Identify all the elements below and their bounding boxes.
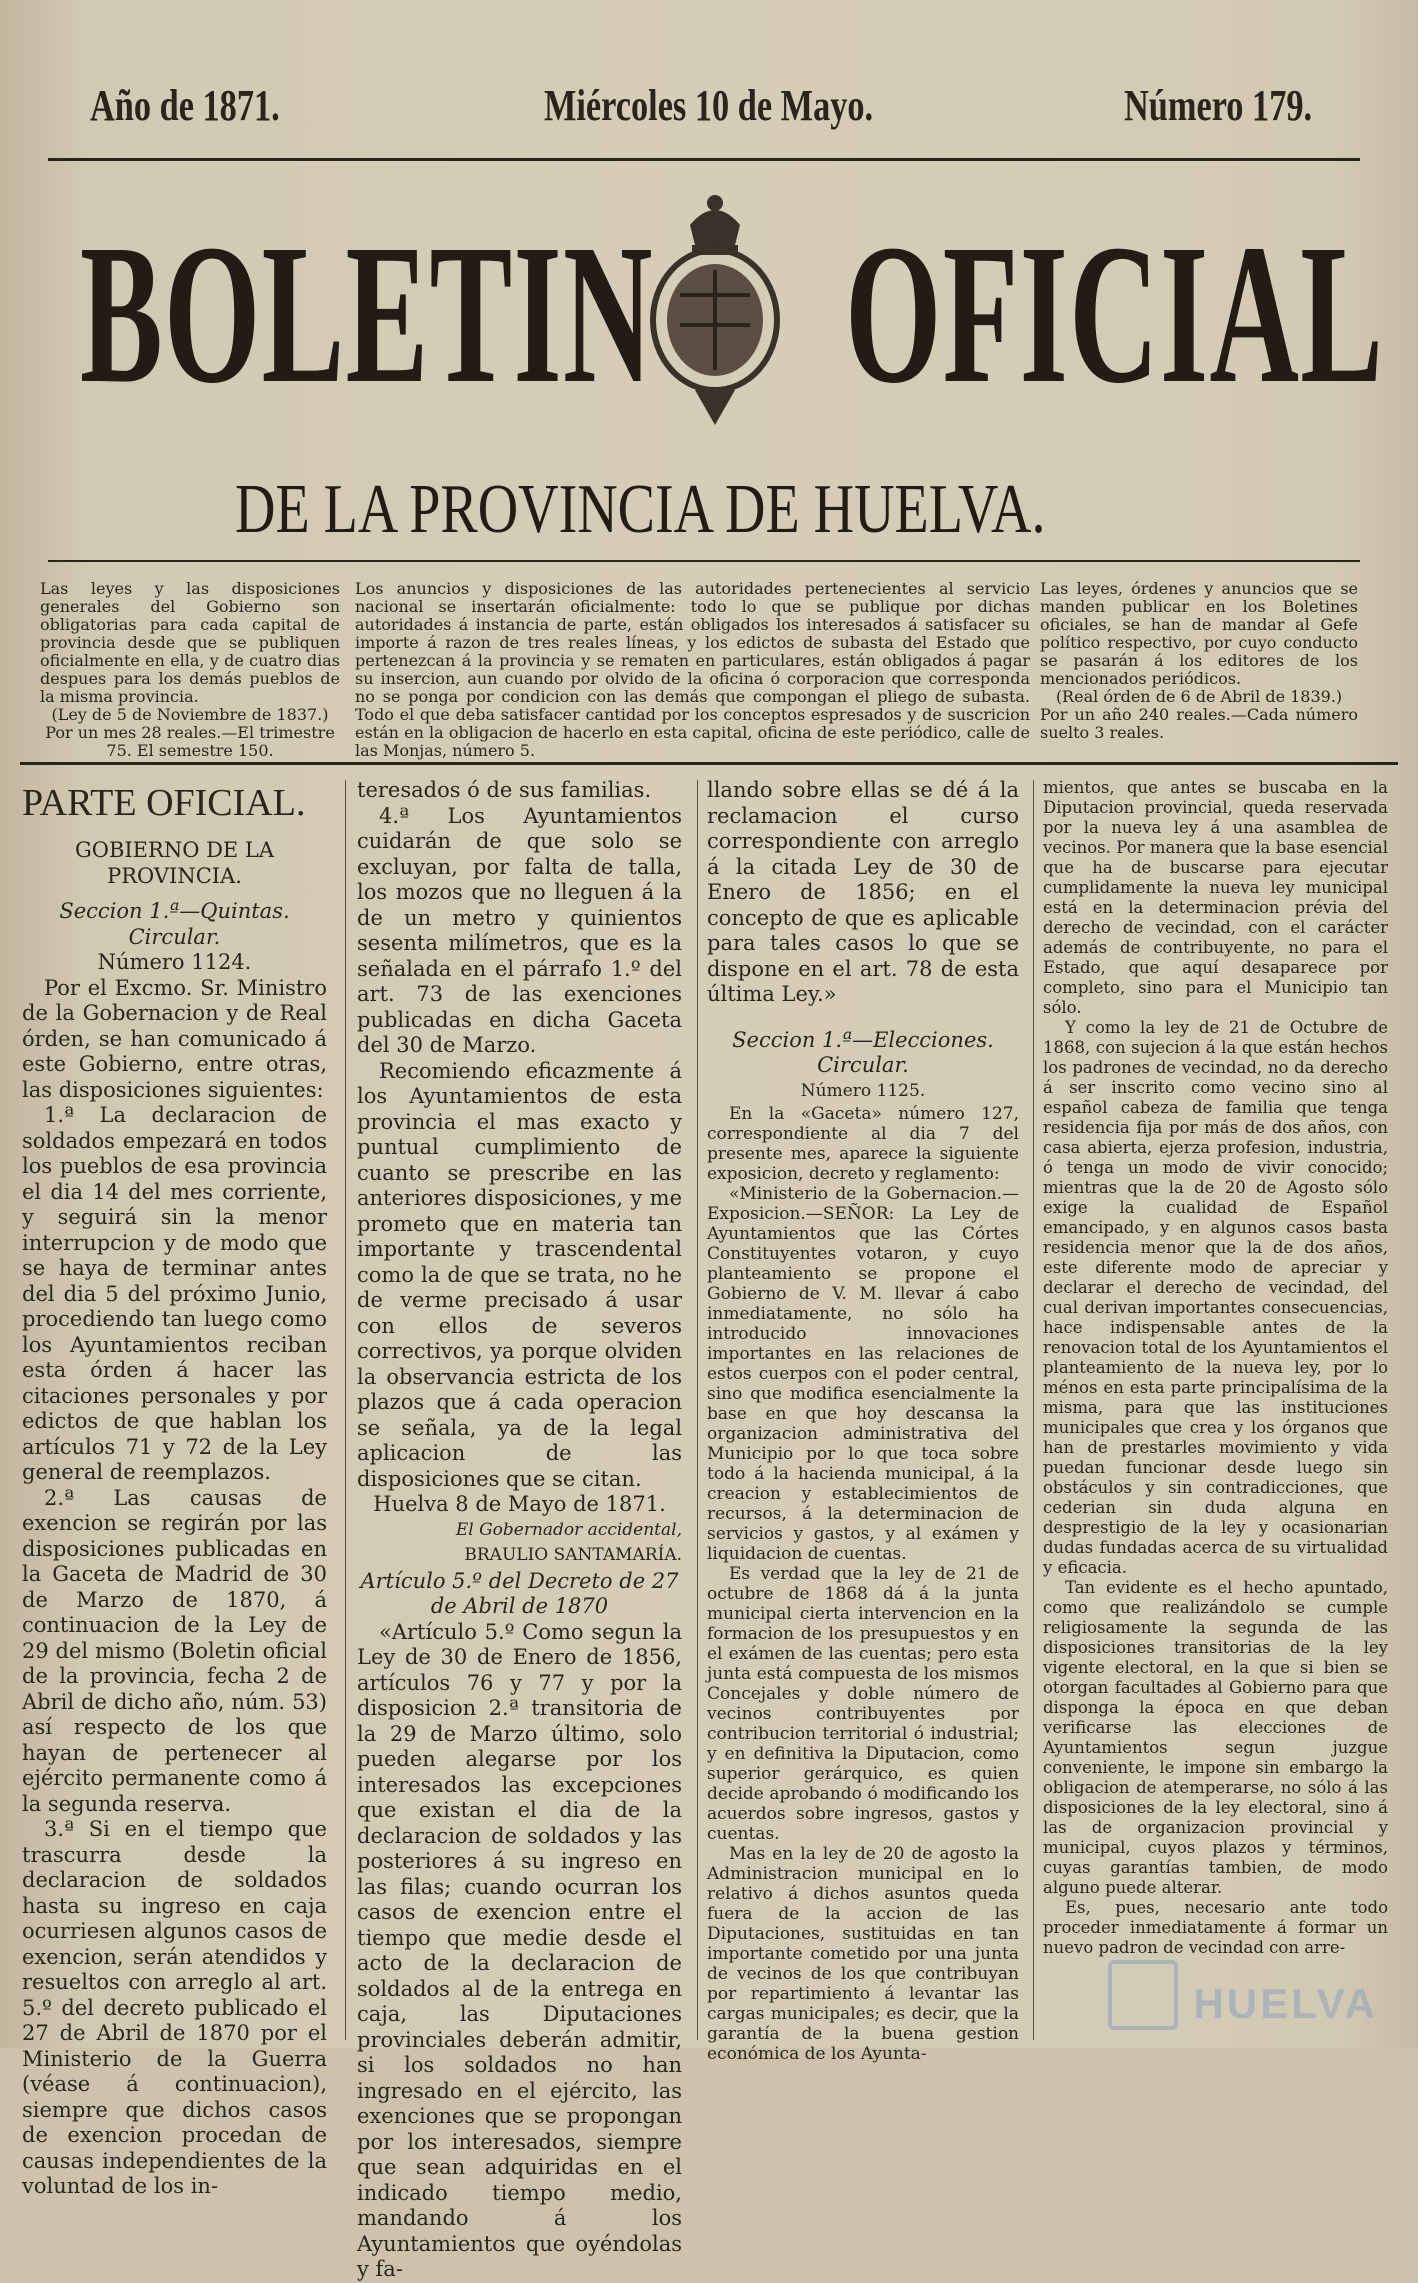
circular-label: Circular. [817, 1053, 909, 1077]
paragraph: Recomiendo eficazmente á los Ayuntamientos de esta provincia el mas exacto y puntual cumplimiento de cuanto se prescribe en las anteriores disposiciones, y me prometo que en materia tan importante y trascendental como la de que se trata, no he de verme precisado á usar con ellos de severos correctivos, ya porque olviden la observancia estricta de los plazos que á cada operacion se señala, ya de la legal aplicacion de las disposiciones que se citan. [357, 1058, 682, 1491]
notice-right [1040, 580, 1358, 742]
column-4 [1043, 778, 1388, 1958]
notice-right-price: Por un año 240 reales.—Cada número suelto 3 reales. [1040, 705, 1358, 742]
column-3 [707, 778, 1019, 2064]
paragraph: 3.ª Si en el tiempo que trascurra desde la declaracion de soldados hasta su ingreso en caja ocurriesen algunos casos de exencion, serán atendidos y resueltos con arreglo al art. 5.º del decreto publicado el 27 de Abril de 1870 por el Ministerio de la Guerra (véase á continuacion), siempre que dichos casos de exencion procedan de causas independientes de la voluntad de los in- [22, 1817, 327, 2198]
paragraph: Y como la ley de 21 de Octubre de 1868, con sujecion á la que están hechos los padrones de vecindad, no da derecho á ser inscrito como vecino sino al español cabeza de familia que tenga residencia fija por más de dos años, con casa abierta, ejerza profesion, industria, ó tenga un modo de vivir conocido; mientras que la de 20 de Agosto sólo exige la cualidad de Español emancipado, y en algunos casos basta residencia menor que la de dos años, este diferente modo de apreciar y declarar el derecho de vecindad, del cual derivan importantes consecuencias, hace indispensable antes de la renovacion total de los Ayuntamientos el planteamiento de la nueva ley, por lo ménos en esta parte principalísima de la misma, para que las instituciones municipales que crea y los órganos que han de prestarles movimiento y vida puedan funcionar desde luego sin obstáculos y sin contradicciones, que cederian sin duda alguna en desprestigio de la ley y ocasionarian dudas fundadas acerca de su virtualidad y eficacia. [1043, 1018, 1388, 1577]
masthead-left: BOLETIN [80, 204, 654, 425]
circular-label: Circular. [128, 924, 221, 949]
watermark-text: HUELVA [1193, 1980, 1378, 2027]
notice-top-rule [48, 560, 1360, 562]
column-2 [357, 778, 682, 2283]
watermark-logo-icon [1108, 1960, 1178, 2030]
gobierno-heading: GOBIERNO DE LA PROVINCIA. [74, 838, 275, 888]
column-divider-2 [697, 780, 698, 2040]
header-rule [48, 158, 1360, 161]
masthead-right: OFICIAL [845, 204, 1385, 425]
paragraph: Tan evidente es el hecho apuntado, como que realizándolo se cumple religiosamente la segunda de las disposiciones transitorias de la ley vigente electoral, en la que si bien se otorgan facultades al Gobierno para que disponga la época en que deban verificarse las elecciones de Ayuntamientos segun juzgue conveniente, le impone sin embargo la obligacion de atemperarse, no sólo á las disposiciones de la ley electoral, sino á las de organizacion provincial y municipal, cuyos plazos y términos, cuyas garantías tambien, de modo alguno puede alterar. [1043, 1578, 1388, 1897]
column-1 [22, 778, 327, 2200]
signature-title: El Gobernador accidental, [455, 1519, 682, 1540]
notice-left-text: Las leyes y las disposiciones generales del Gobierno son obligatorias para cada capital de provincia desde que se publiquen oficialmente en ella, y de cuatro dias despues para los demás pueblos de la misma provincia. [40, 579, 340, 706]
paragraph: Es, pues, necesario ante todo proceder inmediatamente á formar un nuevo padron de vecindad con arre- [1043, 1898, 1388, 1957]
paragraph: 4.ª Los Ayuntamientos cuidarán de que solo se excluyan, por falta de talla, los mozos que no lleguen á la de un metro y quinientos sesenta milímetros, que es la señalada en el párrafo 1.º del art. 73 de las exenciones publicadas en dicha Gaceta del 30 de Marzo. [357, 803, 682, 1057]
royal-crest-emblem [640, 185, 790, 435]
paragraph: «Ministerio de la Gobernacion.—Exposicion.—SEÑOR: La Ley de Ayuntamientos que las Córtes Constituyentes votaron, y cuyo planteamiento se propone el Gobierno de V. M. llevar á cabo inmediatamente, no sólo ha introducido innovaciones importantes en las relaciones de estos cuerpos con el poder central, sino que modifica esencialmente la base en que hoy descansa la organizacion administrativa del Municipio por lo que toca sobre todo á la hacienda municipal, á la creacion y establecimientos de recursos, á la determinacion de servicios y gastos, y al exámen y liquidacion de cuentas. [707, 1184, 1019, 1564]
notice-left [40, 580, 340, 760]
paragraph: «Artículo 5.º Como segun la Ley de 30 de Enero de 1856, artículos 76 y 77 y por la disposicion 2.ª transitoria de la 29 de Marzo último, solo pueden alegarse por los interesados las excepciones que existan el dia de la declaracion de soldados y las posteriores á su ingreso en las filas; cuando ocurran los casos de exencion entre el tiempo que medie desde el acto de la declaracion de soldados al de la entrega en caja, las Diputaciones provinciales deberán admitir, si los soldados no han ingresado en el ejército, las exenciones que se propongan por los interesados, siempre que sean adquiridas en el indicado tiempo medio, mandando á los Ayuntamientos que oyéndolas y fa- [357, 1619, 682, 2281]
seccion-heading: Seccion 1.ª—Elecciones. [732, 1027, 994, 1052]
notice-left-price: Por un mes 28 reales.—El trimestre 75. El semestre 150. [45, 723, 335, 760]
paragraph: mientos, que antes se buscaba en la Diputacion provincial, queda reservada por la nueva ley á una asamblea de vecinos. Por manera que la base esencial que ha de buscarse para ejecutar cumplidamente la nueva ley municipal está en la determinacion prévia del derecho de vecindad, con el carácter además de contribuyente, no para el Estado, que aquí desaparece por completo, sino para el Municipio tan sólo. [1043, 778, 1388, 1017]
column-divider-3 [1033, 780, 1034, 2040]
signing-date: Huelva 8 de Mayo de 1871. [373, 1492, 666, 1516]
paragraph: teresados ó de sus familias. [357, 778, 652, 802]
paragraph: Mas en la ley de 20 de agosto la Administracion municipal en lo relativo á dichos asuntos queda fuera de la accion de las Diputaciones, sustituidas en tan importante cometido por una junta de vecinos de los que contribuyan por repartimiento á levantar las cargas municipales; es decir, que la garantía de la buena gestion económica de los Ayunta- [707, 1844, 1019, 2064]
masthead-subtitle: DE LA PROVINCIA DE HUELVA. [235, 471, 1046, 548]
paragraph: En la «Gaceta» número 127, correspondiente al dia 7 del presente mes, aparece la siguiente exposicion, decreto y reglamento: [707, 1104, 1019, 1184]
paragraph: Es verdad que la ley de 21 de octubre de 1868 dá á la junta municipal cierta intervencion en la formacion de los presupuestos y en el exámen de las cuentas; pero esta junta está compuesta de los mismos Concejales y doble número de vecinos contribuyentes por contribucion territorial ó industrial; y en definitiva la Diputacion, como superior gerárquico, es quien decide aprobando ó modificando los acuerdos sobre ingresos, gastos y cuentas. [707, 1564, 1019, 1844]
seccion-heading: Seccion 1.ª—Quintas. [59, 899, 290, 923]
column-divider-1 [345, 780, 346, 2040]
header-line [60, 80, 1358, 140]
issue-date: Miércoles 10 de Mayo. [544, 81, 874, 130]
paragraph: 2.ª Las causas de exencion se regirán por las disposiciones publicadas en la Gaceta de Madrid de 30 de Marzo de 1870, á continuacion de la Ley de 29 del mismo (Boletin oficial de la provincia, fecha 2 de Abril de dicho año, núm. 53) así respecto de los que hayan de pertenecer al ejército permanente como á la segunda reserva. [22, 1485, 327, 1816]
paragraph: llando sobre ellas se dé á la reclamacion el curso correspondiente con arreglo á la citada Ley de 30 de Enero de 1856; en el concepto de que es aplicable para tales casos lo que se dispone en el art. 78 de esta última Ley.» [707, 778, 1019, 1006]
paragraph: Por el Excmo. Sr. Ministro de la Gobernacion y de Real órden, se han comunicado á este Gobierno, entre otras, las disposiciones siguientes: [22, 975, 327, 1102]
signature-name: BRAULIO SANTAMARÍA. [464, 1545, 682, 1565]
issue-number: Número 179. [1124, 81, 1313, 130]
paragraph: 1.ª La declaracion de soldados empezará en todos los pueblos de esa provincia el dia 14 del mes corriente, y seguirá sin la menor interrupcion y de modo que se haya de terminar antes del dia 5 del próximo Junio, procediendo tan luego como los Ayuntamientos reciban esta órden á hacer las citaciones personales y por edictos de que hablan los artículos 71 y 72 de la Ley general de reemplazos. [22, 1103, 327, 1484]
numero-label: Número 1124. [97, 950, 252, 974]
article-heading: Artículo 5.º del Decreto de 27 de Abril de 1870 [360, 1568, 679, 1618]
notice-left-ref: (Ley de 5 de Noviembre de 1837.) [51, 705, 329, 724]
issue-year: Año de 1871. [90, 81, 280, 130]
numero-label: Número 1125. [800, 1080, 926, 1101]
parte-oficial-title: PARTE OFICIAL. [22, 782, 306, 824]
notice-right-ref: (Real órden de 6 de Abril de 1839.) [1055, 687, 1343, 706]
notice-right-text: Las leyes, órdenes y anuncios que se manden publicar en los Boletines oficiales, se han de mandar al Gefe político respectivo, por cuyo conducto se pasarán á los editores de los mencionados periódicos. [1040, 579, 1358, 688]
columns-top-rule [20, 762, 1398, 765]
notice-center: Los anuncios y disposiciones de las autoridades pertenecientes al servicio nacional se insertarán oficialmente: todo lo que se publique por dichas autoridades á instancia de parte, están obligados los interesados á satisfacer su importe á razon de tres reales líneas, y los edictos de subasta del Estado que pertenezcan á la provincia y se rematen en particulares, están obligados á pagar su insercion, aun cuando por olvido de la oficina ó corporacion que corresponda no se ponga por condicion con las demás que compongan el pliego de subasta. Todo el que deba satisfacer cantidad por los conceptos espresados y de suscricion están en la obligacion de hacerlo en esta capital, oficina de este periódico, calle de las Monjas, número 5. [355, 579, 1030, 760]
